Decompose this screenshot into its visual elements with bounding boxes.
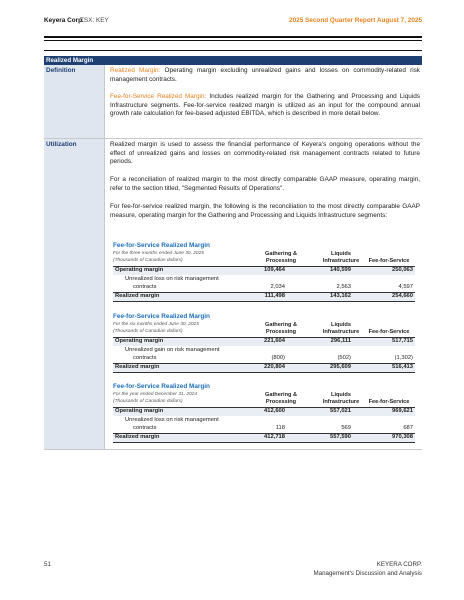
cell-liquids: 569 [341, 425, 351, 431]
term-ffs-realized-margin: Fee-for-Service Realized Margin: [110, 93, 207, 100]
row-label: Realized margin [115, 434, 160, 440]
table-row-adjustment [113, 355, 415, 363]
cell-gathering: 221,604 [264, 338, 285, 344]
section-title-bar [44, 56, 422, 65]
column-header-gathering: Gathering & Processing [264, 392, 297, 405]
footer-company: KEYERA CORP. [376, 561, 422, 568]
definition-realized-margin [110, 67, 420, 84]
table-rule [113, 442, 415, 443]
page-header [44, 17, 422, 29]
cell-fee-for-service: 254,660 [392, 293, 413, 299]
section-title: Realized Margin [46, 57, 94, 64]
cell-liquids: (502) [337, 355, 351, 361]
row-label: contracts [133, 425, 157, 431]
reconciliation-table-year [113, 383, 415, 445]
row-label: contracts [133, 284, 157, 290]
table-row-operating-margin [113, 408, 415, 416]
cell-gathering: 412,600 [264, 408, 285, 414]
table-row-operating-margin [113, 338, 415, 346]
header-rule-lower [44, 50, 422, 51]
row-label: Operating margin [115, 408, 164, 414]
cell-gathering: 111,498 [264, 293, 285, 299]
page-footer [314, 561, 423, 578]
table-title: Fee-for-Service Realized Margin [113, 313, 210, 320]
company-name: Keyera Corp. [44, 17, 84, 24]
table-row-adjustment [113, 284, 415, 292]
reconciliation-table-six-months [113, 313, 415, 375]
column-header-gathering: Gathering & Processing [264, 322, 297, 335]
row-separator-bottom [44, 449, 422, 450]
table-title: Fee-for-Service Realized Margin [113, 383, 210, 390]
footer-document: Management's Discussion and Analysis [313, 569, 422, 577]
row-label: Unrealized loss on risk management [125, 417, 219, 423]
table-row-operating-margin [113, 267, 415, 275]
header-rule [44, 36, 422, 38]
table-period: For the three months ended June 30, 2025 [113, 251, 204, 256]
row-label: Unrealized gain on risk management [125, 347, 220, 353]
cell-gathering: 109,464 [264, 267, 285, 273]
table-row-adjustment-label [113, 276, 415, 284]
cell-liquids: 140,599 [330, 267, 351, 273]
column-header-liquids: Liquids Infrastructure [322, 322, 360, 335]
column-header-fee-for-service: Fee-for-Service [368, 329, 410, 335]
cell-gathering: 2,034 [270, 284, 285, 290]
table-period: For the six months ended June 30, 2025 [113, 322, 199, 327]
cell-fee-for-service: 4,597 [398, 284, 413, 290]
cell-fee-for-service: 969,621 [392, 408, 413, 414]
column-header-fee-for-service: Fee-for-Service [368, 258, 410, 264]
cell-fee-for-service: (1,302) [394, 355, 413, 361]
cell-liquids: 296,111 [330, 338, 351, 344]
term-realized-margin: Realized Margin: [110, 67, 161, 74]
definition-ffs-realized-margin [110, 93, 420, 119]
definition-text-1: Operating margin excluding unrealized gains and losses on commodity-related risk management contracts. [110, 67, 421, 83]
cell-fee-for-service: 517,715 [392, 338, 413, 344]
utilization-paragraph-3: For fee-for-service realized margin, the following is the reconciliation to the most directly comparable GAAP measure, operating margin for the Gathering and Processing and Liquids Infrastructure segments: [110, 203, 420, 219]
table-row-realized-margin [113, 434, 415, 442]
table-row-adjustment-label [113, 347, 415, 355]
table-row-adjustment-label [113, 417, 415, 425]
column-header-fee-for-service: Fee-for-Service [368, 399, 410, 405]
row-label: contracts [133, 355, 157, 361]
row-label: Realized margin [115, 293, 160, 299]
reconciliation-table-three-months [113, 242, 415, 304]
cell-fee-for-service: 970,308 [392, 434, 413, 440]
ticker: TSX: KEY [80, 17, 109, 24]
cell-liquids: 295,609 [330, 364, 351, 370]
cell-liquids: 557,021 [330, 408, 351, 414]
utilization-label-cell [44, 139, 104, 449]
definition-text-2: Includes realized margin for the Gathering and Processing and Liquids Infrastructure segments. Fee-for-service realized margin is utilized as an input for the compound annual growth rate calculation for fee-based adjusted EBITDA, which is described in more detail below. [110, 93, 420, 118]
table-rule [113, 372, 415, 373]
row-label: Realized margin [115, 364, 160, 370]
page-number: 51 [44, 561, 51, 568]
definition-label-cell [44, 65, 104, 138]
row-label: Operating margin [115, 338, 164, 344]
cell-gathering: 220,804 [264, 364, 285, 370]
cell-liquids: 557,590 [330, 434, 351, 440]
utilization-paragraph-2: For a reconciliation of realized margin to the most directly comparable GAAP measure, operating margin, refer to the section titled, "Segmented Results of Operations". [110, 176, 420, 192]
row-label: Operating margin [115, 267, 164, 273]
header-rule-thin [44, 40, 422, 41]
table-units: (Thousands of Canadian dollars) [113, 258, 183, 263]
cell-fee-for-service: 250,063 [392, 267, 413, 273]
table-rule [113, 301, 415, 302]
cell-liquids: 143,162 [330, 293, 351, 299]
utilization-label: Utilization [46, 141, 77, 148]
report-title: 2025 Second Quarter Report August 7, 2025 [289, 17, 422, 24]
cell-fee-for-service: 516,413 [392, 364, 413, 370]
row-label: Unrealized loss on risk management [125, 276, 219, 282]
cell-liquids: 2,563 [336, 284, 351, 290]
utilization-paragraph-1: Realized margin is used to assess the financial performance of Keyera's ongoing operations without the effect of unrealized gains and losses on commodity-related risk management contracts related to future periods. [110, 141, 420, 166]
table-row-adjustment [113, 425, 415, 433]
column-divider [104, 65, 105, 138]
table-units: (Thousands of Canadian dollars) [113, 329, 183, 334]
cell-gathering: 412,718 [264, 434, 285, 440]
column-divider [104, 139, 105, 449]
column-header-liquids: Liquids Infrastructure [322, 251, 360, 264]
column-header-liquids: Liquids Infrastructure [322, 392, 360, 405]
definition-label: Definition [46, 67, 76, 74]
cell-fee-for-service: 687 [403, 425, 413, 431]
cell-gathering: 118 [275, 425, 285, 431]
table-units: (Thousands of Canadian dollars) [113, 399, 183, 404]
table-period: For the year ended December 31, 2024 [113, 392, 197, 397]
table-row-realized-margin [113, 293, 415, 301]
table-row-realized-margin [113, 364, 415, 372]
column-header-gathering: Gathering & Processing [264, 251, 297, 264]
table-title: Fee-for-Service Realized Margin [113, 242, 210, 249]
cell-gathering: (800) [271, 355, 285, 361]
